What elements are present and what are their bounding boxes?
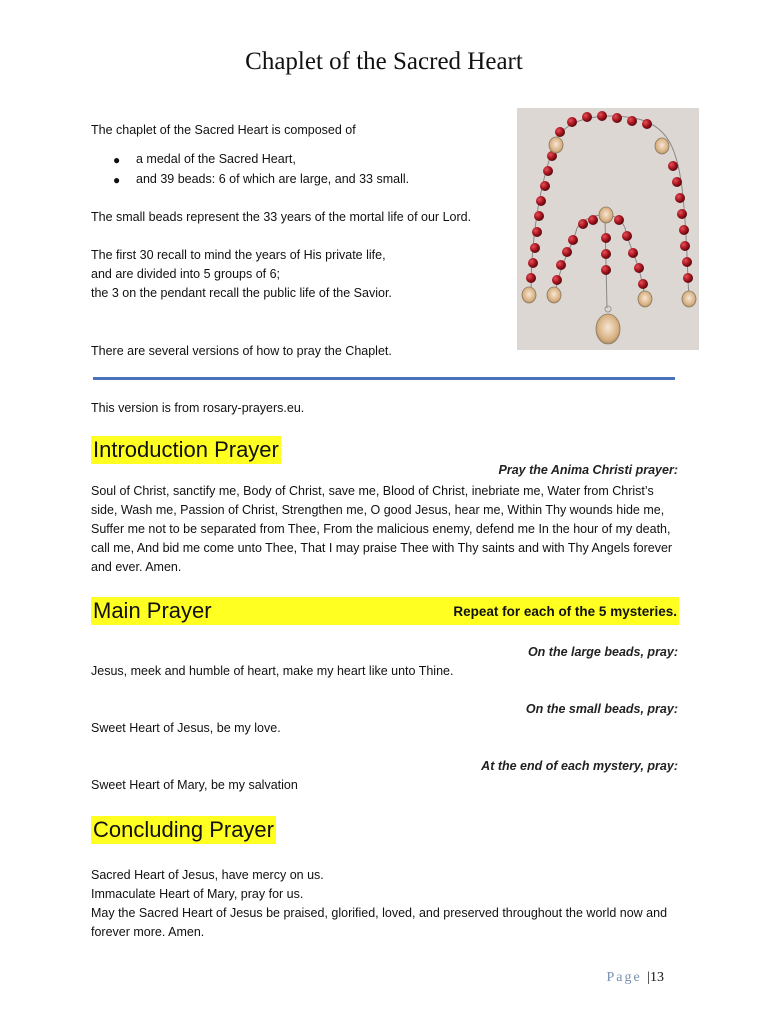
end-mystery-prayer: Sweet Heart of Mary, be my salvation xyxy=(91,778,298,792)
anima-christi-text: Soul of Christ, sanctify me, Body of Christ, save me, Blood of Christ, inebriate me, Water from Christ’s side, Wash me, Passion of Christ, Strengthen me, O good Jesus, hear me, Within Thy wounds hide me, Suffer me not to be separated from Thee, From the malicious enemy, defend me In the hour of my death, call me, And bid me come unto Thee, That I may praise Thee with Thy saints and with Thy Angels forever and ever. Amen. xyxy=(91,484,673,574)
main-prayer-heading: Main Prayer xyxy=(93,598,212,623)
bullet-dot: ● xyxy=(113,153,121,167)
intro-line: The chaplet of the Sacred Heart is composed of xyxy=(91,123,356,137)
repeat-note: Repeat for each of the 5 mysteries. xyxy=(453,604,677,619)
page-separator: | xyxy=(647,970,650,985)
end-mystery-instruction: At the end of each mystery, pray: xyxy=(481,759,678,773)
page-title: Chaplet of the Sacred Heart xyxy=(245,48,523,75)
rosary-photo xyxy=(517,108,699,350)
page-total: 3 xyxy=(657,970,664,985)
chaplet-beads-image xyxy=(517,108,699,350)
page-label: Page xyxy=(606,970,642,985)
large-beads-prayer: Jesus, meek and humble of heart, make my heart like unto Thine. xyxy=(91,664,454,678)
bullet-item: and 39 beads: 6 of which are large, and 33 small. xyxy=(136,172,410,186)
intro-line: The small beads represent the 33 years of the mortal life of our Lord. xyxy=(91,210,472,224)
concluding-prayer-heading: Concluding Prayer xyxy=(93,817,274,842)
concluding-line: May the Sacred Heart of Jesus be praised, glorified, loved, and preserved throughout the world now and forever more. Amen. xyxy=(91,906,668,939)
intro-line: There are several versions of how to pray the Chaplet. xyxy=(91,344,392,358)
page-current: 1 xyxy=(650,970,657,985)
small-beads-instruction: On the small beads, pray: xyxy=(525,702,678,716)
small-beads-prayer: Sweet Heart of Jesus, be my love. xyxy=(91,721,281,735)
bullet-item: a medal of the Sacred Heart, xyxy=(136,152,296,166)
page-number xyxy=(606,970,664,986)
source-note: This version is from rosary-prayers.eu. xyxy=(91,401,305,415)
intro-line: The first 30 recall to mind the years of His private life, xyxy=(91,248,386,262)
introduction-prayer-heading: Introduction Prayer xyxy=(93,437,279,462)
large-beads-instruction: On the large beads, pray: xyxy=(527,645,678,659)
intro-line: and are divided into 5 groups of 6; xyxy=(91,267,281,281)
intro-line: the 3 on the pendant recall the public life of the Savior. xyxy=(91,286,392,300)
section-divider xyxy=(93,377,675,380)
concluding-line: Immaculate Heart of Mary, pray for us. xyxy=(91,887,304,901)
bullet-dot: ● xyxy=(113,173,121,187)
main-prayer-heading-bar xyxy=(91,597,679,625)
concluding-line: Sacred Heart of Jesus, have mercy on us. xyxy=(91,868,324,882)
introduction-instruction: Pray the Anima Christi prayer: xyxy=(498,463,678,477)
